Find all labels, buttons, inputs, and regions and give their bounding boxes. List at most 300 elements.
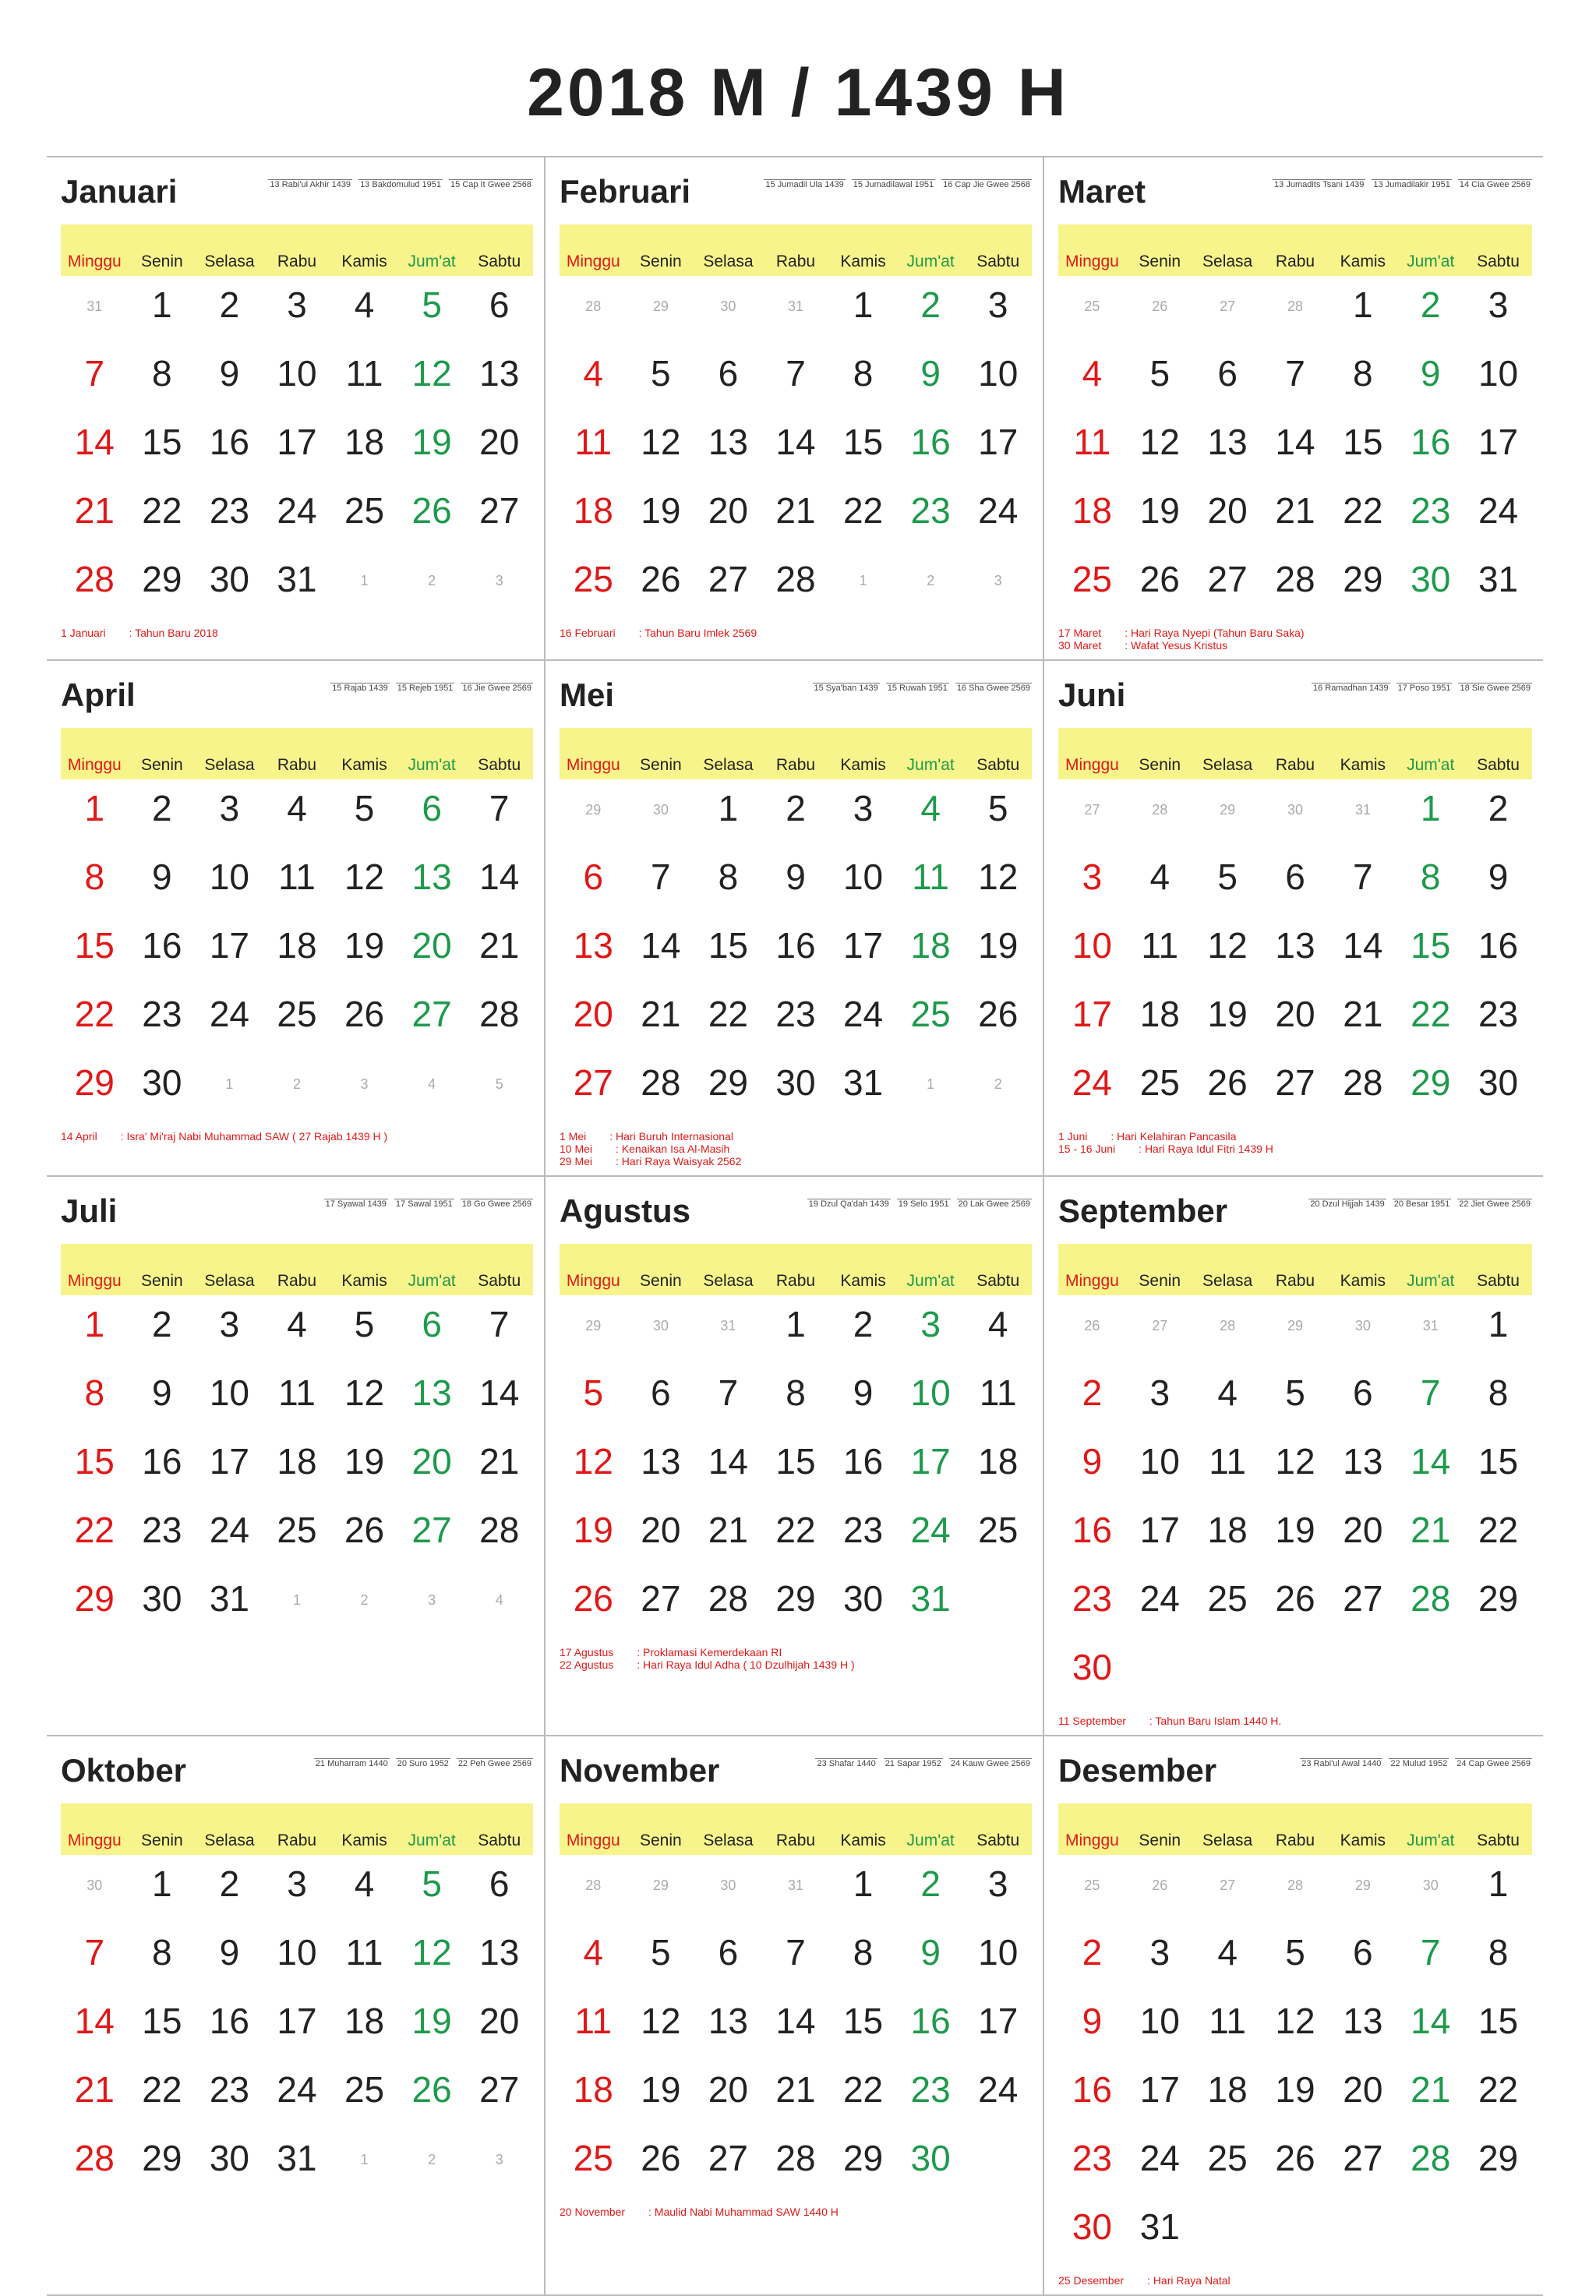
day-cell[interactable] [398,1928,466,1997]
day-cell[interactable] [694,1437,762,1506]
day-cell[interactable] [627,2065,695,2134]
day-cell[interactable] [1262,1928,1329,1997]
day-cell[interactable] [964,486,1032,555]
day-cell[interactable] [1396,1928,1464,1997]
day-cell[interactable] [560,1506,627,1574]
day-cell[interactable] [762,990,830,1058]
day-cell[interactable] [694,1506,762,1574]
day-cell[interactable] [129,1928,196,1997]
day-cell[interactable] [398,853,466,921]
day-cell[interactable] [964,418,1032,486]
day-cell[interactable] [1464,1506,1532,1574]
day-cell[interactable] [1262,1574,1329,1643]
day-cell[interactable] [560,853,627,921]
day-cell[interactable] [964,853,1032,921]
day-cell[interactable] [897,1574,965,1643]
day-cell[interactable] [1396,486,1464,555]
day-cell[interactable] [465,921,533,990]
day-cell[interactable] [398,921,466,990]
day-cell[interactable] [330,349,398,418]
day-cell[interactable] [762,853,830,921]
day-cell[interactable] [1329,486,1396,555]
day-cell[interactable] [330,1997,398,2065]
day-cell[interactable] [897,486,965,555]
day-cell[interactable] [560,990,627,1058]
day-cell[interactable] [1262,418,1329,486]
day-cell[interactable] [1194,853,1262,921]
day-cell[interactable] [1194,1997,1262,2065]
day-cell[interactable] [897,2134,965,2202]
day-cell[interactable] [1329,349,1396,418]
day-cell[interactable] [1194,1437,1262,1506]
day-cell[interactable] [1126,2202,1194,2271]
day-cell[interactable] [694,990,762,1058]
day-cell[interactable] [398,418,466,486]
day-cell[interactable] [897,1300,965,1369]
day-cell[interactable] [263,1506,331,1574]
day-cell[interactable] [465,784,533,853]
day-cell[interactable] [263,1860,331,1928]
day-cell[interactable] [897,1506,965,1574]
day-cell[interactable] [330,990,398,1058]
day-cell[interactable] [829,2134,897,2202]
day-cell[interactable] [560,555,627,623]
day-cell[interactable] [1194,555,1262,623]
day-cell[interactable] [762,1058,830,1127]
day-cell[interactable] [560,486,627,555]
day-cell[interactable] [330,1369,398,1437]
day-cell[interactable] [1194,418,1262,486]
day-cell[interactable] [263,990,331,1058]
day-cell[interactable] [465,1997,533,2065]
day-cell[interactable] [829,1369,897,1437]
day-cell[interactable] [694,1369,762,1437]
day-cell[interactable] [1262,1058,1329,1127]
day-cell[interactable] [1194,2134,1262,2202]
day-cell[interactable] [1464,2065,1532,2134]
day-cell[interactable] [398,1860,466,1928]
day-cell[interactable] [829,784,897,853]
day-cell[interactable] [560,2065,627,2134]
day-cell[interactable] [560,921,627,990]
day-cell[interactable] [829,1506,897,1574]
day-cell[interactable] [1464,281,1532,349]
day-cell[interactable] [1329,281,1396,349]
day-cell[interactable] [1329,1997,1396,2065]
day-cell[interactable] [829,349,897,418]
day-cell[interactable] [829,281,897,349]
day-cell[interactable] [897,1997,965,2065]
day-cell[interactable] [61,349,129,418]
day-cell[interactable] [61,2134,129,2202]
day-cell[interactable] [1396,1997,1464,2065]
day-cell[interactable] [196,1300,263,1369]
day-cell[interactable] [1194,990,1262,1058]
day-cell[interactable] [762,2134,830,2202]
day-cell[interactable] [1058,1574,1126,1643]
day-cell[interactable] [829,1997,897,2065]
day-cell[interactable] [897,990,965,1058]
day-cell[interactable] [263,486,331,555]
day-cell[interactable] [1126,349,1194,418]
day-cell[interactable] [1262,1997,1329,2065]
day-cell[interactable] [1194,1574,1262,1643]
day-cell[interactable] [1396,1058,1464,1127]
day-cell[interactable] [398,1506,466,1574]
day-cell[interactable] [1126,1928,1194,1997]
day-cell[interactable] [1194,1058,1262,1127]
day-cell[interactable] [61,486,129,555]
day-cell[interactable] [129,2065,196,2134]
day-cell[interactable] [330,784,398,853]
day-cell[interactable] [61,1058,129,1127]
day-cell[interactable] [1058,2065,1126,2134]
day-cell[interactable] [1329,2134,1396,2202]
day-cell[interactable] [263,853,331,921]
day-cell[interactable] [694,784,762,853]
day-cell[interactable] [964,1860,1032,1928]
day-cell[interactable] [897,853,965,921]
day-cell[interactable] [762,2065,830,2134]
day-cell[interactable] [465,1369,533,1437]
day-cell[interactable] [1464,1860,1532,1928]
day-cell[interactable] [964,1928,1032,1997]
day-cell[interactable] [627,1574,695,1643]
day-cell[interactable] [398,1437,466,1506]
day-cell[interactable] [1396,1437,1464,1506]
day-cell[interactable] [196,418,263,486]
day-cell[interactable] [627,1506,695,1574]
day-cell[interactable] [61,1997,129,2065]
day-cell[interactable] [61,2065,129,2134]
day-cell[interactable] [897,281,965,349]
day-cell[interactable] [196,349,263,418]
day-cell[interactable] [330,281,398,349]
day-cell[interactable] [694,2134,762,2202]
day-cell[interactable] [61,990,129,1058]
day-cell[interactable] [1058,1928,1126,1997]
day-cell[interactable] [1262,555,1329,623]
day-cell[interactable] [61,418,129,486]
day-cell[interactable] [627,555,695,623]
day-cell[interactable] [1464,418,1532,486]
day-cell[interactable] [964,1997,1032,2065]
day-cell[interactable] [129,990,196,1058]
day-cell[interactable] [627,1997,695,2065]
day-cell[interactable] [964,281,1032,349]
day-cell[interactable] [1329,853,1396,921]
day-cell[interactable] [1329,418,1396,486]
day-cell[interactable] [1396,349,1464,418]
day-cell[interactable] [1329,1506,1396,1574]
day-cell[interactable] [1464,486,1532,555]
day-cell[interactable] [1058,2202,1126,2271]
day-cell[interactable] [964,1300,1032,1369]
day-cell[interactable] [560,1574,627,1643]
day-cell[interactable] [465,349,533,418]
day-cell[interactable] [1396,418,1464,486]
day-cell[interactable] [263,2134,331,2202]
day-cell[interactable] [129,418,196,486]
day-cell[interactable] [1329,990,1396,1058]
day-cell[interactable] [829,853,897,921]
day-cell[interactable] [129,1300,196,1369]
day-cell[interactable] [1126,1997,1194,2065]
day-cell[interactable] [829,1058,897,1127]
day-cell[interactable] [196,1928,263,1997]
day-cell[interactable] [1396,2134,1464,2202]
day-cell[interactable] [627,349,695,418]
day-cell[interactable] [465,418,533,486]
day-cell[interactable] [398,1997,466,2065]
day-cell[interactable] [1464,1437,1532,1506]
day-cell[interactable] [1126,1369,1194,1437]
day-cell[interactable] [398,2065,466,2134]
day-cell[interactable] [1262,349,1329,418]
day-cell[interactable] [1058,2134,1126,2202]
day-cell[interactable] [1464,1300,1532,1369]
day-cell[interactable] [1396,2065,1464,2134]
day-cell[interactable] [398,1300,466,1369]
day-cell[interactable] [1058,555,1126,623]
day-cell[interactable] [1058,1643,1126,1711]
day-cell[interactable] [1058,1506,1126,1574]
day-cell[interactable] [1058,1058,1126,1127]
day-cell[interactable] [1396,1369,1464,1437]
day-cell[interactable] [1058,1369,1126,1437]
day-cell[interactable] [1126,1058,1194,1127]
day-cell[interactable] [1262,2134,1329,2202]
day-cell[interactable] [829,486,897,555]
day-cell[interactable] [627,2134,695,2202]
day-cell[interactable] [762,1574,830,1643]
day-cell[interactable] [694,349,762,418]
day-cell[interactable] [762,349,830,418]
day-cell[interactable] [1194,486,1262,555]
day-cell[interactable] [897,418,965,486]
day-cell[interactable] [627,486,695,555]
day-cell[interactable] [829,921,897,990]
day-cell[interactable] [263,418,331,486]
day-cell[interactable] [465,1506,533,1574]
day-cell[interactable] [263,784,331,853]
day-cell[interactable] [61,555,129,623]
day-cell[interactable] [129,784,196,853]
day-cell[interactable] [1262,853,1329,921]
day-cell[interactable] [829,1300,897,1369]
day-cell[interactable] [829,1437,897,1506]
day-cell[interactable] [1058,486,1126,555]
day-cell[interactable] [263,1997,331,2065]
day-cell[interactable] [964,784,1032,853]
day-cell[interactable] [762,555,830,623]
day-cell[interactable] [196,486,263,555]
day-cell[interactable] [762,1928,830,1997]
day-cell[interactable] [1126,1574,1194,1643]
day-cell[interactable] [196,2134,263,2202]
day-cell[interactable] [330,486,398,555]
day-cell[interactable] [129,1574,196,1643]
day-cell[interactable] [829,1574,897,1643]
day-cell[interactable] [263,1300,331,1369]
day-cell[interactable] [1329,1574,1396,1643]
day-cell[interactable] [330,921,398,990]
day-cell[interactable] [1329,555,1396,623]
day-cell[interactable] [1329,2065,1396,2134]
day-cell[interactable] [1194,1506,1262,1574]
day-cell[interactable] [1126,921,1194,990]
day-cell[interactable] [196,2065,263,2134]
day-cell[interactable] [263,281,331,349]
day-cell[interactable] [762,1300,830,1369]
day-cell[interactable] [1126,990,1194,1058]
day-cell[interactable] [263,1928,331,1997]
day-cell[interactable] [1194,349,1262,418]
day-cell[interactable] [1058,349,1126,418]
day-cell[interactable] [762,921,830,990]
day-cell[interactable] [1194,2065,1262,2134]
day-cell[interactable] [263,2065,331,2134]
day-cell[interactable] [1464,1058,1532,1127]
day-cell[interactable] [627,1058,695,1127]
day-cell[interactable] [465,281,533,349]
day-cell[interactable] [398,486,466,555]
day-cell[interactable] [1058,853,1126,921]
day-cell[interactable] [465,853,533,921]
day-cell[interactable] [330,2065,398,2134]
day-cell[interactable] [762,1437,830,1506]
day-cell[interactable] [61,1300,129,1369]
day-cell[interactable] [129,1860,196,1928]
day-cell[interactable] [1396,1574,1464,1643]
day-cell[interactable] [1058,1437,1126,1506]
day-cell[interactable] [1396,281,1464,349]
day-cell[interactable] [627,1928,695,1997]
day-cell[interactable] [560,1997,627,2065]
day-cell[interactable] [964,2065,1032,2134]
day-cell[interactable] [897,784,965,853]
day-cell[interactable] [263,1369,331,1437]
day-cell[interactable] [560,2134,627,2202]
day-cell[interactable] [1329,1437,1396,1506]
day-cell[interactable] [1464,555,1532,623]
day-cell[interactable] [1126,2065,1194,2134]
day-cell[interactable] [465,990,533,1058]
day-cell[interactable] [398,349,466,418]
day-cell[interactable] [897,1369,965,1437]
day-cell[interactable] [263,555,331,623]
day-cell[interactable] [61,1506,129,1574]
day-cell[interactable] [129,853,196,921]
day-cell[interactable] [1126,555,1194,623]
day-cell[interactable] [964,1437,1032,1506]
day-cell[interactable] [1396,921,1464,990]
day-cell[interactable] [129,921,196,990]
day-cell[interactable] [694,921,762,990]
day-cell[interactable] [465,2065,533,2134]
day-cell[interactable] [627,853,695,921]
day-cell[interactable] [560,418,627,486]
day-cell[interactable] [627,1369,695,1437]
day-cell[interactable] [129,486,196,555]
day-cell[interactable] [330,1860,398,1928]
day-cell[interactable] [762,784,830,853]
day-cell[interactable] [1262,1437,1329,1506]
day-cell[interactable] [762,1506,830,1574]
day-cell[interactable] [196,1437,263,1506]
day-cell[interactable] [694,555,762,623]
day-cell[interactable] [897,921,965,990]
day-cell[interactable] [1194,921,1262,990]
day-cell[interactable] [129,1437,196,1506]
day-cell[interactable] [560,1437,627,1506]
day-cell[interactable] [829,1860,897,1928]
day-cell[interactable] [61,1928,129,1997]
day-cell[interactable] [762,1997,830,2065]
day-cell[interactable] [330,418,398,486]
day-cell[interactable] [694,1058,762,1127]
day-cell[interactable] [1464,2134,1532,2202]
day-cell[interactable] [196,784,263,853]
day-cell[interactable] [762,418,830,486]
day-cell[interactable] [627,921,695,990]
day-cell[interactable] [61,1437,129,1506]
day-cell[interactable] [897,1860,965,1928]
day-cell[interactable] [196,1574,263,1643]
day-cell[interactable] [1262,990,1329,1058]
day-cell[interactable] [694,486,762,555]
day-cell[interactable] [1126,418,1194,486]
day-cell[interactable] [1396,990,1464,1058]
day-cell[interactable] [196,555,263,623]
day-cell[interactable] [1262,1506,1329,1574]
day-cell[interactable] [61,853,129,921]
day-cell[interactable] [694,1997,762,2065]
day-cell[interactable] [330,1300,398,1369]
day-cell[interactable] [694,418,762,486]
day-cell[interactable] [196,853,263,921]
day-cell[interactable] [1126,2134,1194,2202]
day-cell[interactable] [196,281,263,349]
day-cell[interactable] [897,1928,965,1997]
day-cell[interactable] [1396,555,1464,623]
day-cell[interactable] [560,1369,627,1437]
day-cell[interactable] [964,1506,1032,1574]
day-cell[interactable] [129,1997,196,2065]
day-cell[interactable] [1126,1437,1194,1506]
day-cell[interactable] [465,1860,533,1928]
day-cell[interactable] [1396,784,1464,853]
day-cell[interactable] [897,2065,965,2134]
day-cell[interactable] [196,1506,263,1574]
day-cell[interactable] [398,784,466,853]
day-cell[interactable] [1464,853,1532,921]
day-cell[interactable] [129,349,196,418]
day-cell[interactable] [829,1928,897,1997]
day-cell[interactable] [1464,349,1532,418]
day-cell[interactable] [694,1928,762,1997]
day-cell[interactable] [964,921,1032,990]
day-cell[interactable] [1194,1928,1262,1997]
day-cell[interactable] [1464,990,1532,1058]
day-cell[interactable] [560,1928,627,1997]
day-cell[interactable] [129,1058,196,1127]
day-cell[interactable] [1464,1574,1532,1643]
day-cell[interactable] [762,486,830,555]
day-cell[interactable] [1329,1928,1396,1997]
day-cell[interactable] [129,1506,196,1574]
day-cell[interactable] [61,1574,129,1643]
